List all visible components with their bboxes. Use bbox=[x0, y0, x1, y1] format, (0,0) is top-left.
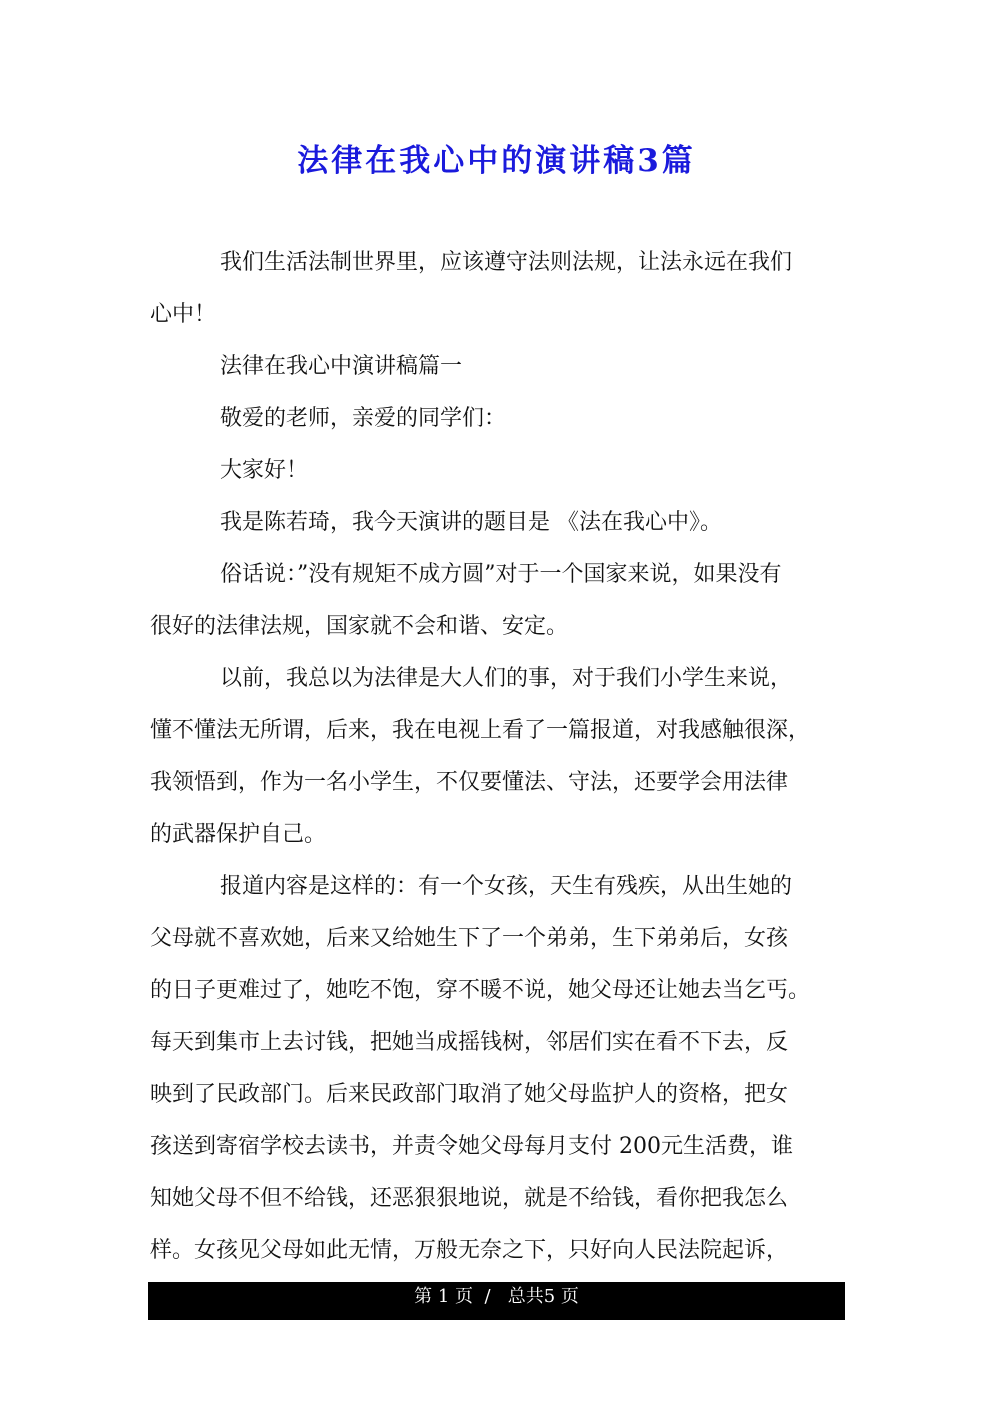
text-line: 孩送到寄宿学校去读书，并责令她父母每月支付 200元生活费，谁 bbox=[150, 1134, 793, 1159]
page-footer bbox=[148, 1282, 845, 1320]
text-line: 敬爱的老师，亲爱的同学们： bbox=[220, 406, 507, 431]
text-line: 我领悟到，作为一名小学生，不仅要懂法、守法，还要学会用法律 bbox=[150, 770, 789, 795]
text-line: 每天到集市上去讨钱，把她当成摇钱树，邻居们实在看不下去，反 bbox=[150, 1030, 789, 1055]
document-body bbox=[150, 237, 830, 1277]
text-line: 样。女孩见父母如此无情，万般无奈之下，只好向人民法院起诉， bbox=[150, 1238, 789, 1263]
text-line: 的武器保护自己。 bbox=[150, 822, 327, 847]
document-title: 法律在我心中的演讲稿3篇 bbox=[297, 143, 696, 179]
text-line: 映到了民政部门。后来民政部门取消了她父母监护人的资格，把女 bbox=[150, 1082, 789, 1107]
text-line: 的日子更难过了，她吃不饱，穿不暖不说，她父母还让她去当乞丐。 bbox=[150, 978, 811, 1003]
text-line: 以前，我总以为法律是大人们的事，对于我们小学生来说， bbox=[220, 666, 793, 691]
text-line: 法律在我心中演讲稿篇一 bbox=[220, 354, 463, 379]
text-line: 我是陈若琦，我今天演讲的题目是 《法在我心中》。 bbox=[220, 510, 722, 535]
text-line: 我们生活法制世界里，应该遵守法则法规，让法永远在我们 bbox=[220, 250, 793, 275]
text-line: 心中！ bbox=[150, 302, 217, 327]
page-indicator: 第 1 页 / 总共5 页 bbox=[414, 1286, 579, 1307]
text-line: 报道内容是这样的：有一个女孩，天生有残疾，从出生她的 bbox=[220, 874, 793, 899]
text-line: 俗话说：”没有规矩不成方圆”对于一个国家来说，如果没有 bbox=[220, 562, 782, 587]
text-line: 很好的法律法规，国家就不会和谐、安定。 bbox=[150, 614, 569, 639]
text-line: 父母就不喜欢她，后来又给她生下了一个弟弟，生下弟弟后，女孩 bbox=[150, 926, 789, 951]
text-line: 知她父母不但不给钱，还恶狠狠地说，就是不给钱，看你把我怎么 bbox=[150, 1186, 789, 1211]
text-line: 大家好！ bbox=[220, 458, 309, 483]
text-line: 懂不懂法无所谓，后来，我在电视上看了一篇报道，对我感触很深， bbox=[150, 718, 811, 743]
